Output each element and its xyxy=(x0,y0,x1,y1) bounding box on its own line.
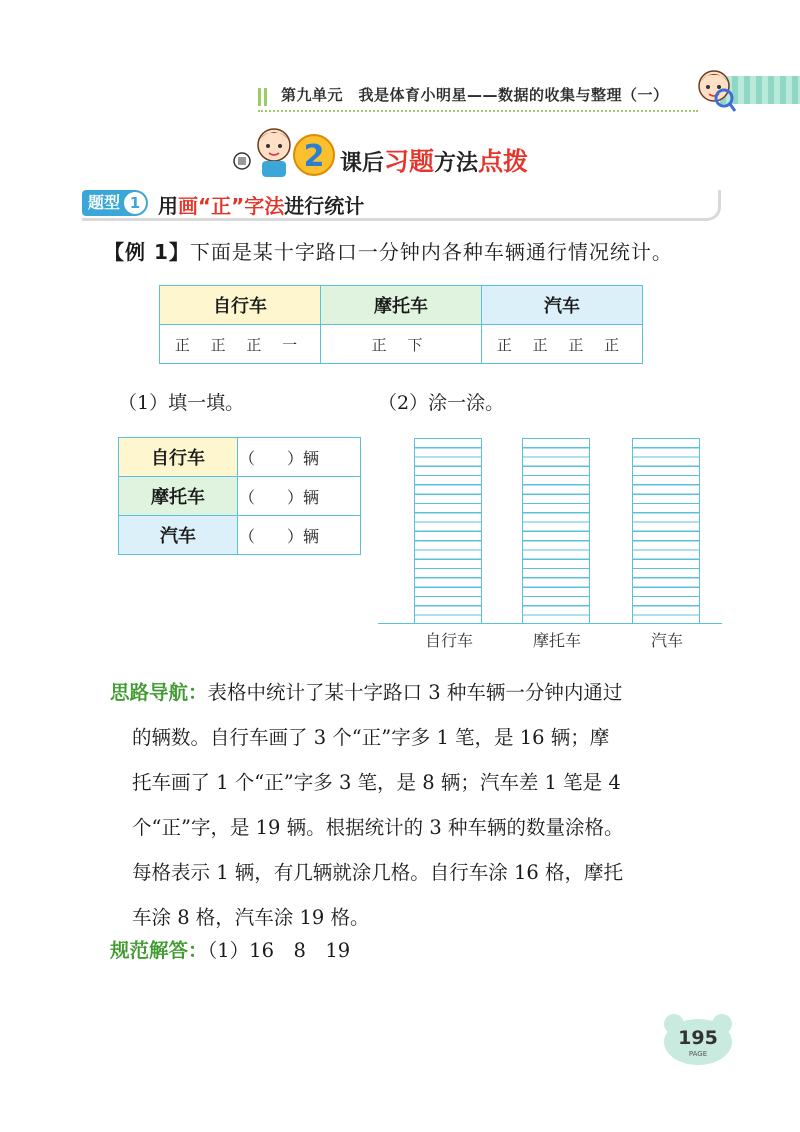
tally-table xyxy=(159,285,643,364)
header-decoration xyxy=(258,88,270,106)
tally-value-bicycle: 正 正 正 一 xyxy=(160,325,321,364)
answer-lead: 规范解答： xyxy=(110,939,208,962)
tally-header-motorcycle: 摩托车 xyxy=(321,286,482,325)
fill-blank-bicycle[interactable]: （ ）辆 xyxy=(238,438,361,477)
mascot-magnifier-icon xyxy=(694,66,736,112)
page-number: 195 xyxy=(678,1027,718,1049)
fill-label-bicycle: 自行车 xyxy=(119,438,238,477)
standard-answer: 规范解答：（1）16 8 19 xyxy=(110,939,351,962)
fill-blank-car[interactable]: （ ）辆 xyxy=(238,516,361,555)
fill-table xyxy=(118,437,361,555)
grid-label-car: 汽车 xyxy=(650,631,683,650)
topic-badge: 题型 1 xyxy=(82,190,148,216)
topic-title: 用画“正”字法进行统计 xyxy=(158,194,365,218)
fill-blank-motorcycle[interactable]: （ ）辆 xyxy=(238,477,361,516)
coloring-grid xyxy=(378,438,722,648)
grid-column-bicycle[interactable] xyxy=(414,438,482,624)
page-number-badge xyxy=(660,1012,736,1066)
grid-column-motorcycle[interactable] xyxy=(522,438,590,624)
page-word: PAGE xyxy=(688,1050,708,1058)
tally-header-car: 汽车 xyxy=(482,286,643,325)
grid-label-motorcycle: 摩托车 xyxy=(532,631,581,650)
example-statement xyxy=(104,236,673,265)
fill-label-car: 汽车 xyxy=(119,516,238,555)
example-tag: 【例 1】 xyxy=(104,240,190,264)
header-divider xyxy=(258,110,698,112)
unit-title: 第九单元 我是体育小明星——数据的收集与整理（一） xyxy=(281,86,669,104)
grid-label-bicycle: 自行车 xyxy=(424,631,473,650)
tally-value-motorcycle: 正 下 xyxy=(321,325,482,364)
tally-header-bicycle: 自行车 xyxy=(160,286,321,325)
section-title: 课后习题方法点拨 xyxy=(340,147,529,176)
topic-badge-number: 1 xyxy=(124,192,146,214)
section-number: 2 xyxy=(303,139,325,174)
example-text: 下面是某十字路口一分钟内各种车辆通行情况统计。 xyxy=(189,240,673,264)
tally-value-car: 正 正 正 正 xyxy=(482,325,643,364)
grid-column-car[interactable] xyxy=(632,438,700,624)
mascot-soccer-icon xyxy=(228,125,338,183)
fill-label-motorcycle: 摩托车 xyxy=(119,477,238,516)
question-2-label: （2）涂一涂。 xyxy=(378,392,505,414)
idea-lead: 思路导航： xyxy=(110,681,208,704)
question-1-label: （1）填一填。 xyxy=(118,392,245,414)
grid-baseline xyxy=(378,623,722,624)
solution-idea: 思路导航：表格中统计了某十字路口 3 种车辆一分钟内通过 的辆数。自行车画了 3 个“正”字多 1 笔，是 16 辆；摩 托车画了 1 个“正”字多 3 笔，是 8 辆；汽车差 1 笔是 4 个“正”字，是 19 辆。根据统计的 3 种车辆的数量涂格。 每格表示 1 辆，有几辆就涂几格。自行车涂 16 格，摩托 车涂 8 格，汽车涂 19 格。 xyxy=(110,681,624,929)
